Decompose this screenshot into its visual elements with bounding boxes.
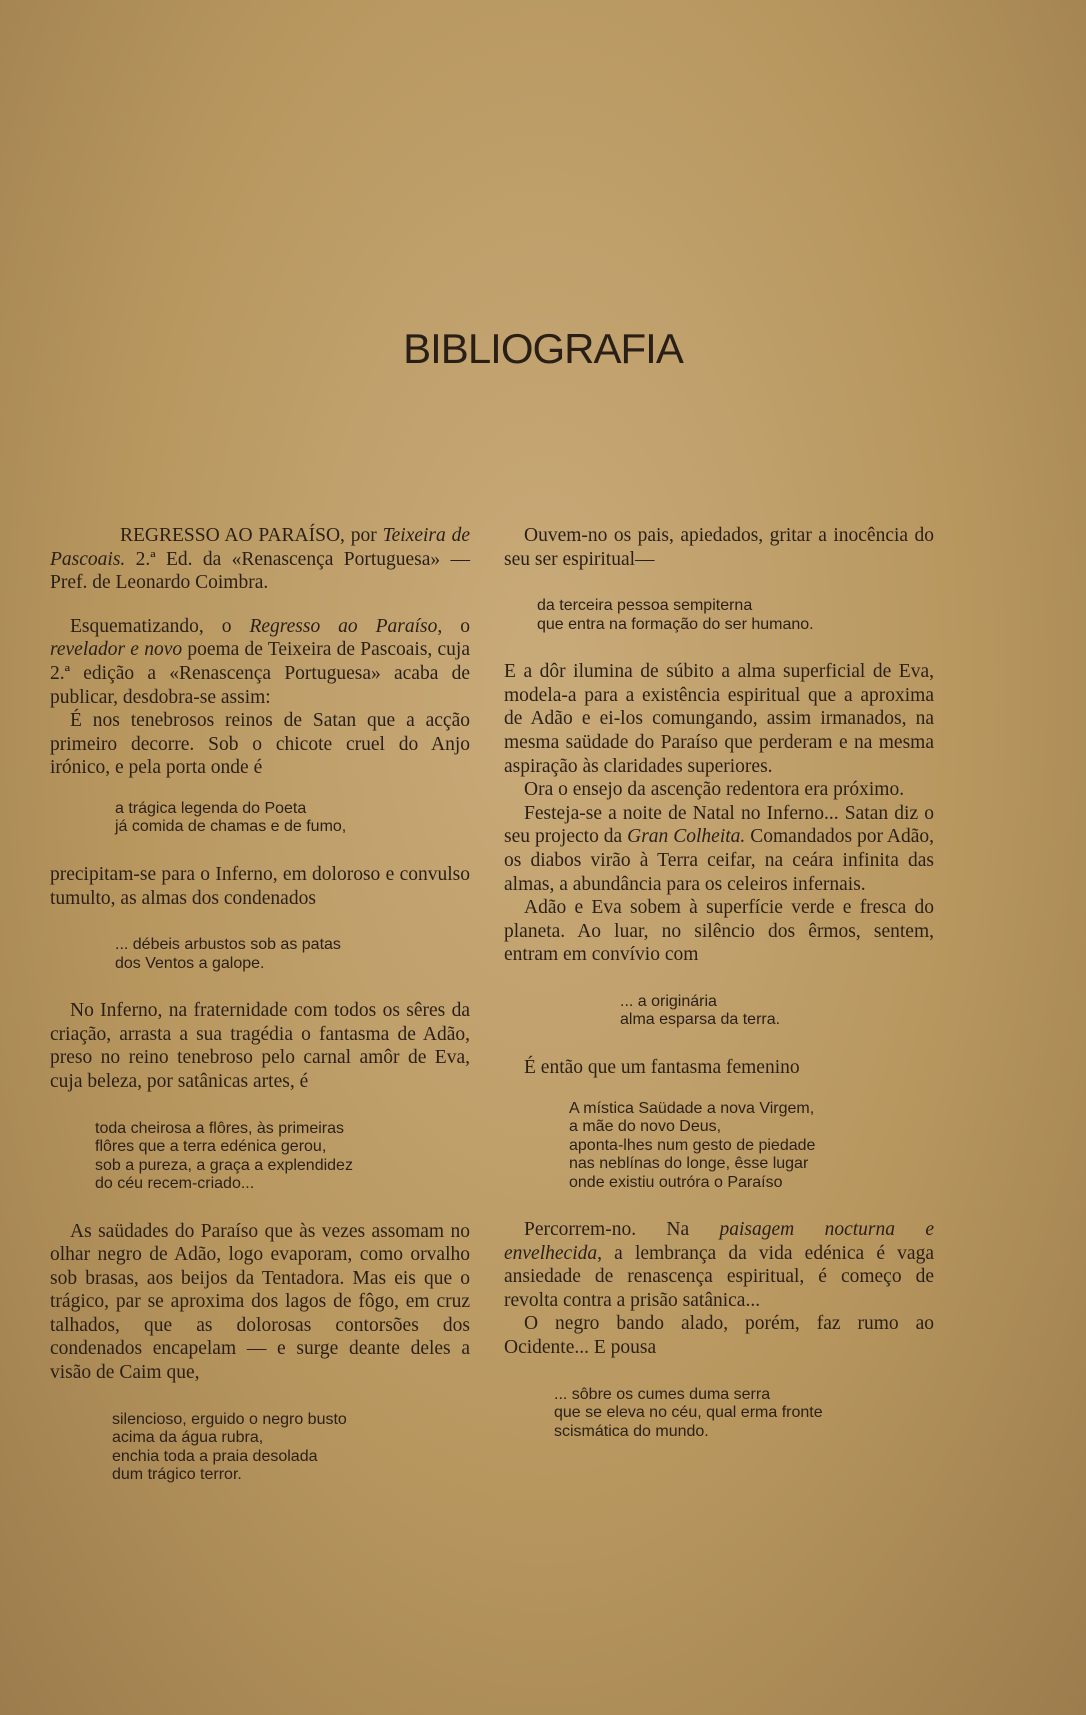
paragraph: Esquematizando, o Regresso ao Paraíso, o revelador e novo poema de Teixeira de Pascoais, cuja 2.ª edição a «Renascença Portuguesa» acaba de publicar, desdobra-se assim: bbox=[50, 615, 470, 708]
author: Teixeira de Pascoais. bbox=[50, 525, 470, 570]
paragraph: Adão e Eva sobem à superfície verde e fresca do planeta. Ao luar, no silêncio dos êrmos, sentem, entram em convívio com bbox=[504, 897, 934, 966]
paragraph: É então que um fantasma femenino bbox=[524, 1056, 800, 1078]
page-title: BIBLIOGRAFIA bbox=[403, 325, 683, 372]
right-column bbox=[504, 524, 934, 1441]
verse-quote: ... débeis arbustos sob as patas dos Ventos a galope. bbox=[115, 936, 341, 972]
verse-quote: ... a originária alma esparsa da terra. bbox=[620, 992, 781, 1029]
verse-quote: toda cheirosa a flôres, às primeiras flôres que a terra edénica gerou, sob a pureza, a graça a explendidez do céu recem-criado... bbox=[95, 1119, 353, 1192]
paragraph: As saüdades do Paraíso que às vezes assomam no olhar negro de Adão, logo evaporam, como orvalho sob brasas, aos beijos da Tentadora. Mas eis que o trágico, par se aproxima dos lagos de fôgo, em cruz talhados, que as dolorosas contorsões dos condenados encapelam — e surge deante deles a visão de Caim que, bbox=[50, 1220, 470, 1384]
verse-quote: A mística Saüdade a nova Virgem, a mãe do novo Deus, aponta-lhes num gesto de piedade nas neblínas do longe, êsse lugar onde existiu outróra o Paraíso bbox=[569, 1099, 816, 1191]
paragraph: É nos tenebrosos reinos de Satan que a acção primeiro decorre. Sob o chicote cruel do Anjo irónico, e pela porta onde é bbox=[50, 710, 470, 779]
paragraph: Percorrem-no. Na paisagem nocturna e envelhecida, a lembrança da vida edénica é vaga ansiedade de renascença espiritual, é começo de revolta contra a prisão satânica... bbox=[504, 1219, 934, 1311]
paragraph: O negro bando alado, porém, faz rumo ao Ocidente... E pousa bbox=[504, 1313, 934, 1358]
book-title: REGRESSO AO PARAÍSO, bbox=[120, 525, 345, 546]
review-heading: REGRESSO AO PARAÍSO, por Teixeira de Pascoais. 2.ª Ed. da «Renascença Portuguesa» — Pref. de Leonardo Coimbra. bbox=[50, 525, 470, 594]
paragraph: Ora o ensejo da ascenção redentora era próximo. bbox=[524, 779, 905, 801]
paragraph: precipitam-se para o Inferno, em doloroso e convulso tumulto, as almas dos condenados bbox=[50, 863, 470, 909]
verse-quote: silencioso, erguido o negro busto acima da água rubra, enchia toda a praia desolada dum trágico terror. bbox=[112, 1410, 347, 1484]
paragraph: Ouvem-no os pais, apiedados, gritar a inocência do seu ser espiritual— bbox=[504, 525, 934, 570]
verse-quote: a trágica legenda do Poeta já comida de chamas e de fumo, bbox=[115, 799, 347, 836]
left-column bbox=[50, 524, 470, 1485]
verse-quote: ... sôbre os cumes duma serra que se eleva no céu, qual erma fronte scismática do mundo. bbox=[554, 1385, 823, 1440]
paragraph: No Inferno, na fraternidade com todos os sêres da criação, arrasta a sua tragédia o fantasma de Adão, preso no reino tenebroso pelo carnal amôr de Eva, cuja beleza, por satânicas artes, é bbox=[50, 1000, 470, 1092]
paragraph: E a dôr ilumina de súbito a alma superficial de Eva, modela-a para a existência espiritual que a aproxima de Adão e ei-los comungando, assim irmanados, na mesma saüdade do Paraíso que perderam e na mesma aspiração às claridades superiores. bbox=[504, 661, 934, 777]
paragraph: Festeja-se a noite de Natal no Inferno... Satan diz o seu projecto da Gran Colheita. Comandados por Adão, os diabos virão à Terra ceifar, na ceára infinita das almas, a abundância para os celeiros infernais. bbox=[504, 802, 935, 895]
verse-quote: da terceira pessoa sempiterna que entra na formação do ser humano. bbox=[537, 597, 814, 633]
